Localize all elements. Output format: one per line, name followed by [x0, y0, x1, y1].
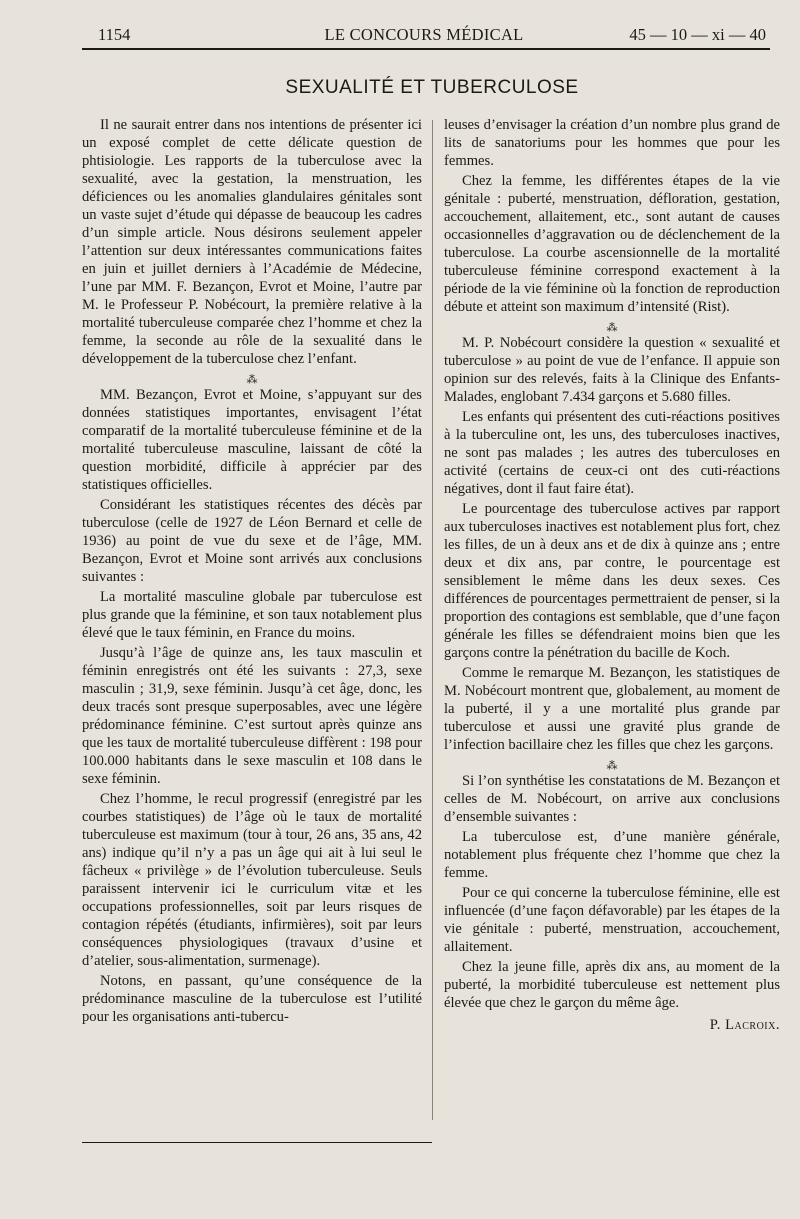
- author-signature: P. Lacroix.: [709, 1017, 780, 1033]
- paragraph: Comme le remarque M. Bezançon, les statistiques de M. Nobécourt montrent que, globalement, au moment de la puberté, il y a une mortalité plus grande par tuberculose et aussi une gravité plus grande de l’infection bacillaire chez les filles que chez les garçons.: [444, 665, 780, 753]
- paragraph: Chez l’homme, le recul progressif (enregistré par les courbes statistiques) de l’âge où le taux de mortalité tuberculeuse est maximum (tour à tour, 26 ans, 35 ans, 42 ans) indique qu’il n’y a pas un âge qui ait à lui seul le fâcheux « privilège » de l’évolution tuberculeuse. Seuls paraissent intervenir ici le curriculum vitæ et les occupations professionnelles, soit par leurs risques de contagion répétés (étudiants, infirmières), soit par leurs conséquences physiologiques (travaux d’usine et d’atelier, sous-alimentation, surmenage).: [82, 791, 422, 969]
- section-separator: ⁂: [246, 374, 258, 386]
- section-separator: ⁂: [606, 760, 618, 772]
- paragraph: Si l’on synthétise les constatations de M. Bezançon et celles de M. Nobécourt, on arrive aux conclusions d’ensemble suivantes :: [444, 773, 780, 825]
- paragraph: Jusqu’à l’âge de quinze ans, les taux masculin et féminin enregistrés ont été les suivants : 27,3, sexe masculin ; 31,9, sexe féminin. Jusqu’à cet âge, donc, les deux tracés sont presque superposables, avec une légère prédominance féminine. C’est surtout après quinze ans que les taux de mortalité tuberculeuse diffèrent : 198 pour 100.000 habitants dans le sexe masculin et 108 dans le sexe féminin.: [82, 645, 422, 787]
- header-rule: [82, 48, 770, 50]
- right-column: [444, 116, 780, 1034]
- paragraph: La mortalité masculine globale par tuberculose est plus grande que la féminine, et son taux notablement plus élevé que le taux féminin, en France du moins.: [82, 589, 422, 641]
- page-number: 1154: [98, 25, 131, 44]
- article-title: SEXUALITÉ ET TUBERCULOSE: [285, 77, 579, 98]
- paragraph: Chez la jeune fille, après dix ans, au moment de la puberté, la morbidité tuberculeuse est nettement plus élevée que chez le garçon du même âge.: [444, 959, 780, 1011]
- paragraph: M. P. Nobécourt considère la question « sexualité et tuberculose » au point de vue de l’enfance. Il appuie son opinion sur des relevés, faits à la Clinique des Enfants-Malades, englobant 7.434 garçons et 5.680 filles.: [444, 335, 780, 405]
- paragraph: Il ne saurait entrer dans nos intentions de présenter ici un exposé complet de cette délicate question de phtisiologie. Les rapports de la tuberculose avec la sexualité, avec la gestation, la menstruation, les déficiences ou les anomalies glandulaires génitales sont un vaste sujet d’étude qui dépasse de beaucoup les cadres d’un simple article. Nous désirons seulement appeler l’attention sur deux intéressantes communications faites en juin et juillet derniers à l’Académie de Médecine, l’une par MM. F. Bezançon, Evrot et Moine, l’autre par M. le Professeur P. Nobécourt, la première relative à la mortalité tuberculeuse comparée chez l’homme et chez la femme, la seconde au rôle de la sexualité dans le développement de la tuberculose chez l’enfant.: [82, 117, 422, 367]
- paragraph: leuses d’envisager la création d’un nombre plus grand de lits de sanatoriums pour les hommes que pour les femmes.: [444, 117, 780, 169]
- paragraph: Notons, en passant, qu’une conséquence de la prédominance masculine de la tuberculose est l’utilité pour les organisations anti-tubercu-: [82, 973, 422, 1025]
- journal-title: LE CONCOURS MÉDICAL: [324, 25, 524, 44]
- running-header: [82, 24, 766, 46]
- paragraph: Considérant les statistiques récentes des décès par tuberculose (celle de 1927 de Léon Bernard et celle de 1936) au point de vue du sexe et de l’âge, MM. Bezançon, Evrot et Moine sont arrivés aux conclusions suivantes :: [82, 497, 422, 585]
- paragraph: Les enfants qui présentent des cuti-réactions positives à la tuberculine ont, les uns, des tuberculoses inactives, ne sont pas malades ; les autres des tuberculoses en activité (certains de ceux-ci ont des cuti-réactions négatives, dont il faut faire état).: [444, 409, 780, 497]
- paragraph: La tuberculose est, d’une manière générale, notablement plus fréquente chez l’homme que chez la femme.: [444, 829, 780, 881]
- paragraph: Pour ce qui concerne la tuberculose féminine, elle est influencée (d’une façon défavorable) par les étapes de la vie génitale : puberté, menstruation, accouchement, allaitement.: [444, 885, 780, 955]
- left-column: [82, 116, 422, 1026]
- column-divider: [432, 120, 433, 1120]
- section-separator: ⁂: [606, 322, 618, 334]
- paragraph: Le pourcentage des tuberculose actives par rapport aux tuberculoses inactives est notablement plus fort, chez les filles, de un à deux ans et de dix à quinze ans ; entre deux et dix ans, par contre, le pourcentage est sensiblement le même dans les deux sexes. Ces différences de pourcentages permettraient de penser, si la proportion des contagions est semblable, que d’une façon générale les filles se défendraient moins bien que les garçons contre la pénétration du bacille de Koch.: [444, 501, 780, 661]
- issue-date: 45 — 10 — xi — 40: [629, 25, 766, 44]
- paragraph: Chez la femme, les différentes étapes de la vie génitale : puberté, menstruation, défloration, gestation, accouchement, allaitement, etc., sont autant de causes occasionnelles d’aggravation ou de déclenchement de la tuberculose. La courbe ascensionnelle de la mortalité tuberculeuse féminine correspond exactement à la période de la vie féminine où la fonction de reproduction débute et atteint son maximum d’intensité (Rist).: [444, 173, 780, 315]
- bottom-rule: [82, 1142, 432, 1143]
- paragraph: MM. Bezançon, Evrot et Moine, s’appuyant sur des données statistiques importantes, envisagent l’état comparatif de la mortalité tuberculeuse féminine et de la mortalité tuberculeuse masculine, laissant de côté la question morbidité, difficile à apprécier par des statistiques officielles.: [82, 387, 422, 493]
